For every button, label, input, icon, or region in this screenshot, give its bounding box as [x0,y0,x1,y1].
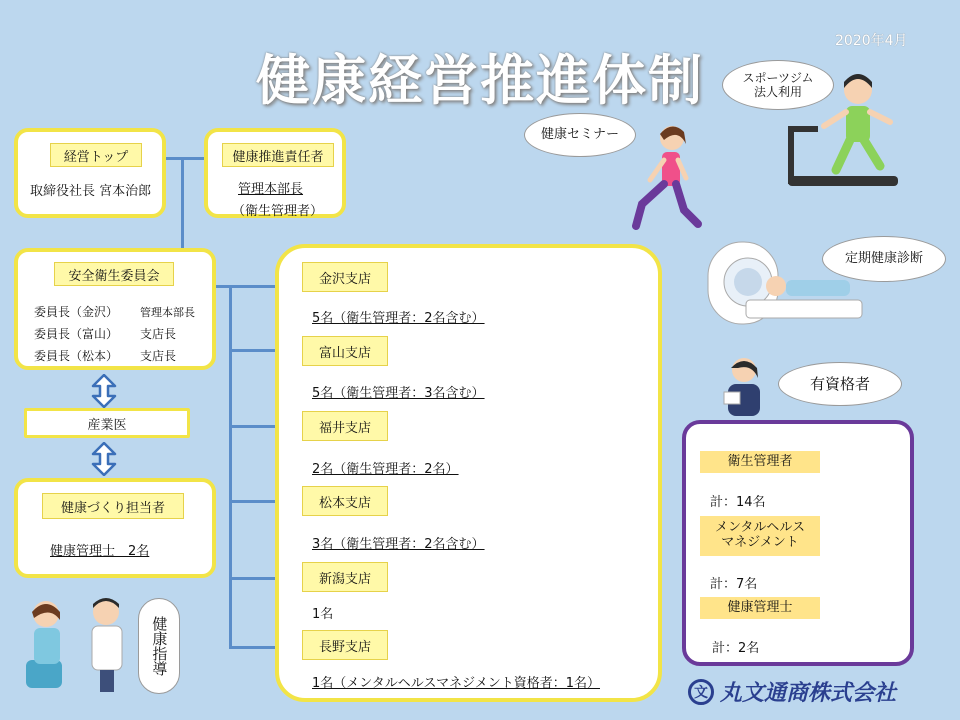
committee-role-1: 委員長（金沢） [34,305,119,319]
stretching-woman-icon [614,120,704,235]
connector-branch-6 [229,646,278,649]
management-top-box [14,128,166,218]
branch-detail-toyama: 5名（衛生管理者：3名含む） [312,386,485,401]
bubble-guidance: 健康指導 [138,598,180,694]
committee-title-1: 管理本部長 [140,306,195,319]
branch-detail-niigata: 1名 [312,607,334,622]
branch-tag-toyama: 富山支店 [302,336,388,366]
qualified-count-health: 計：2名 [712,641,760,656]
bubble-seminar: 健康セミナー [524,113,636,157]
management-top-person: 取締役社長 宮本治郎 [30,184,152,199]
connector-branch-5 [229,577,278,580]
safety-committee-box [14,248,216,370]
management-top-tag: 経営トップ [50,143,142,167]
safety-committee-tag: 安全衛生委員会 [54,262,174,286]
health-staff-line: 健康管理士 2名 [50,544,150,559]
bubble-checkup: 定期健康診断 [822,236,946,282]
company-logo [688,676,896,707]
industrial-doctor-box [24,408,190,438]
mri-scanner-icon [706,238,866,338]
qualified-tag-mental-label: メンタルヘルス マネジメント [714,520,806,550]
doctor-patient-icon [20,590,140,696]
committee-role-3: 委員長（松本） [34,349,119,363]
date-label: 2020年4月 [835,33,908,49]
branch-tag-niigata: 新潟支店 [302,562,388,592]
treadmill-runner-icon [780,68,910,218]
connector-branch-4 [229,500,278,503]
company-logo-name: 丸文通商株式会社 [720,681,897,706]
qualified-count-hygiene: 計：14名 [710,495,766,510]
committee-title-3: 支店長 [140,349,177,363]
branch-detail-fukui: 2名（衛生管理者：2名） [312,462,459,477]
connector-top-horizontal [165,157,207,160]
connector-branch-1 [229,285,278,288]
double-arrow-icon [91,374,117,408]
connector-branch-3 [229,425,278,428]
qualified-count-mental: 計：7名 [710,577,758,592]
health-officer-tag: 健康推進責任者 [222,143,334,167]
health-staff-tag: 健康づくり担当者 [42,493,184,519]
receptionist-icon [718,354,770,418]
health-staff-box [14,478,216,578]
qualified-tag-hygiene: 衛生管理者 [700,451,820,473]
branch-tag-kanazawa: 金沢支店 [302,262,388,292]
industrial-doctor-label: 産業医 [87,417,127,433]
health-officer-line1: 管理本部長 [238,182,304,197]
bubble-gym-text: スポーツジム 法人利用 [742,70,814,99]
branch-tag-fukui: 福井支店 [302,411,388,441]
double-arrow-icon [91,442,117,476]
bubble-qualified: 有資格者 [778,362,902,406]
branch-tag-matsumoto: 松本支店 [302,486,388,516]
branch-detail-matsumoto: 3名（衛生管理者：2名含む） [312,537,485,552]
committee-title-2: 支店長 [140,327,177,341]
branch-detail-nagano: 1名（メンタルヘルスマネジメント資格者：1名） [312,676,600,691]
qualified-tag-mental [700,516,820,556]
company-logo-mark: 文 [688,679,714,705]
qualified-tag-health: 健康管理士 [700,597,820,619]
branch-detail-kanazawa: 5名（衛生管理者：2名含む） [312,311,485,326]
health-officer-box [204,128,346,218]
page-title: 健康経営推進体制 [256,49,704,112]
branch-tag-nagano: 長野支店 [302,630,388,660]
health-officer-line2: （衛生管理者） [232,204,324,219]
connector-top-vertical [181,157,184,251]
connector-branch-spine [229,285,232,649]
connector-branch-2 [229,349,278,352]
committee-role-2: 委員長（富山） [34,327,119,341]
